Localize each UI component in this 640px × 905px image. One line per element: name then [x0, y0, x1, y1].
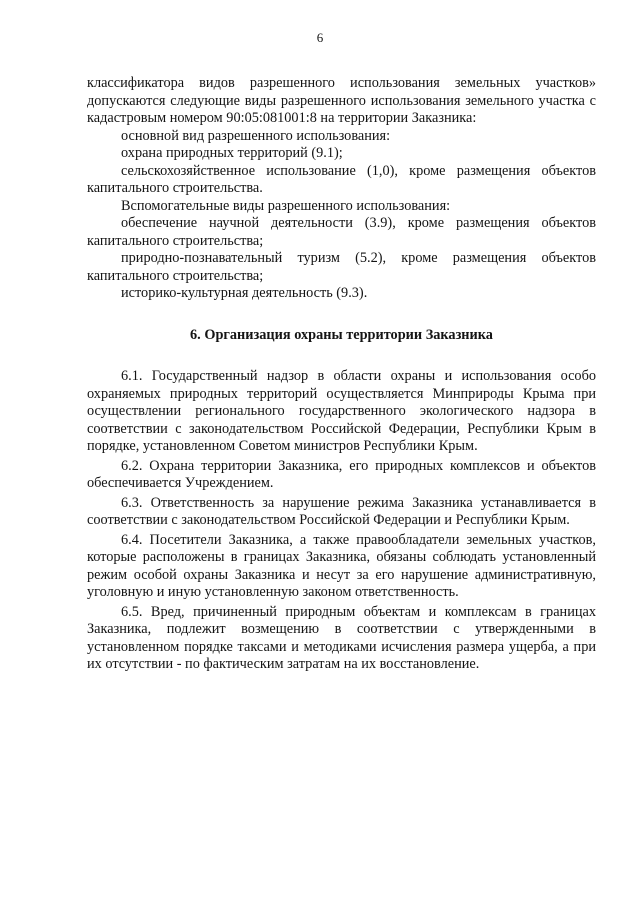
page-number: 6: [316, 30, 324, 45]
paragraph-6-5: 6.5. Вред, причиненный природным объектам и комплексам в границах Заказника, подлежит возмещению в соответствии с утвержденными в установленном порядке таксами и методиками исчисления размера ущерба, а при их отсутствии - по фактическим затратам на их восстановление.: [87, 603, 596, 672]
paragraph-6-3: 6.3. Ответственность за нарушение режима Заказника устанавливается в соответствии с законодательством Российской Федерации и Республики Крым.: [87, 494, 596, 528]
paragraph-6-1: 6.1. Государственный надзор в области охраны и использования особо охраняемых природных территорий осуществляется Минприроды Крыма при осуществлении регионального государственного экологического надзора в соответствии с законодательством Российской Федерации, Республики Крым в порядке, установленном Советом министров Республики Крым.: [87, 368, 596, 454]
list-item-eco-tourism: природно-познавательный туризм (5.2), кроме размещения объектов капитального строительства;: [87, 250, 596, 284]
paragraph-permitted-use-intro: классификатора видов разрешенного использования земельных участков» допускаются следующие виды разрешенного использования земельного участка с кадастровым номером 90:05:081001:8 на территории Заказника:: [87, 75, 596, 126]
list-auxiliary-use-label: Вспомогательные виды разрешенного использования:: [121, 197, 451, 214]
section-heading: 6. Организация охраны территории Заказника: [190, 326, 493, 343]
list-item-agricultural-use: сельскохозяйственное использование (1,0), кроме размещения объектов капитального строительства.: [87, 162, 596, 196]
document-body: [87, 75, 596, 674]
list-main-use-label: основной вид разрешенного использования:: [121, 127, 391, 144]
paragraph-6-4: 6.4. Посетители Заказника, а также правообладатели земельных участков, которые расположены в границах Заказника, обязаны соблюдать установленный режим особой охраны Заказника и несут за его нарушение административную, уголовную и иную установленную законом ответственность.: [87, 531, 596, 600]
list-item-scientific-activity: обеспечение научной деятельности (3.9), кроме размещения объектов капитального строительства;: [87, 215, 596, 249]
list-item-nature-protection: охрана природных территорий (9.1);: [121, 145, 343, 161]
list-item-historical-cultural: историко-культурная деятельность (9.3).: [121, 285, 368, 301]
paragraph-6-2: 6.2. Охрана территории Заказника, его природных комплексов и объектов обеспечивается Учреждением.: [87, 457, 596, 491]
